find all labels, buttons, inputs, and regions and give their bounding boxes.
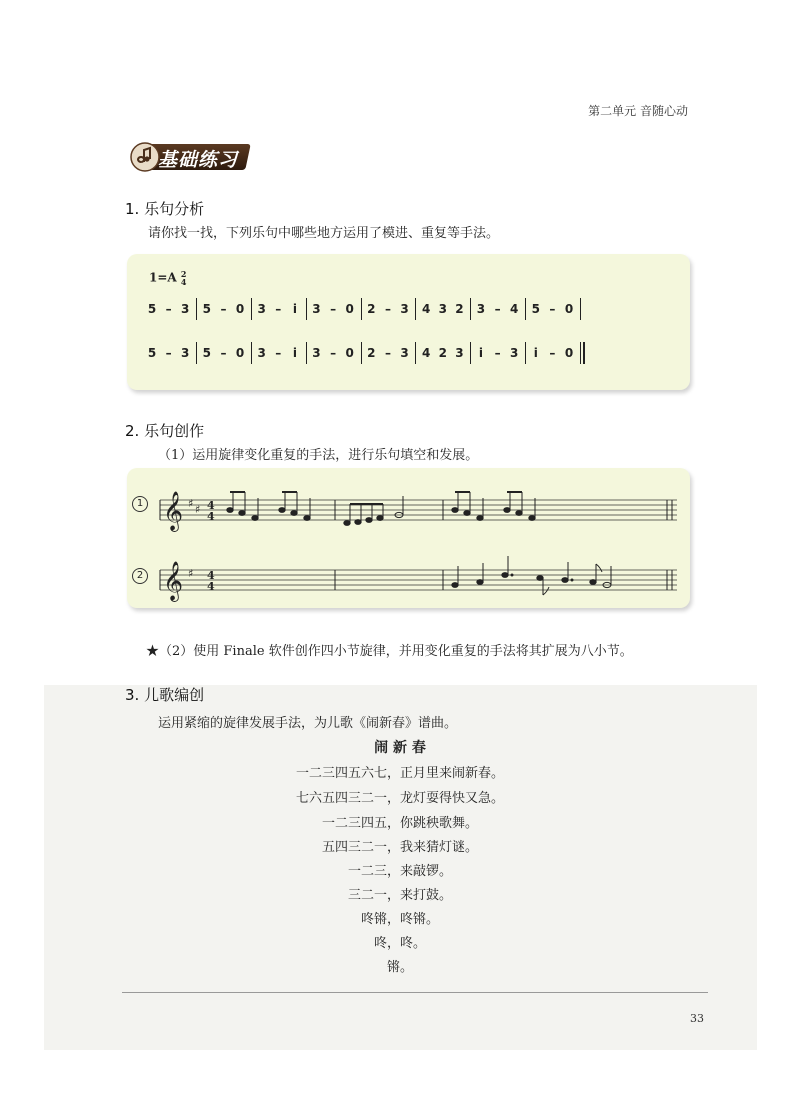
clef-signature-2 xyxy=(163,561,215,602)
notation-row-2 xyxy=(140,342,680,372)
notation-note: 2 xyxy=(367,302,376,316)
staff-label-2: 2 xyxy=(132,568,148,584)
notation-note: 3 xyxy=(181,346,190,360)
svg-text:𝄞: 𝄞 xyxy=(163,561,184,601)
staff-2-lines xyxy=(160,570,677,590)
staff-1-lines xyxy=(160,500,677,520)
bar-line xyxy=(361,298,362,320)
bar-line xyxy=(580,298,581,320)
key-signature xyxy=(149,270,186,286)
lyric-line: 七六五四三二一，龙灯耍得快又急。 xyxy=(295,791,504,806)
lyric-line: 咚锵，咚锵。 xyxy=(360,912,439,927)
notation-note: 3 xyxy=(257,302,266,316)
bar-line xyxy=(525,298,526,320)
notation-note: 0 xyxy=(564,346,574,360)
notation-note: 4 xyxy=(421,302,431,316)
notation-note: 5 xyxy=(147,302,157,316)
notation-note: – xyxy=(165,346,172,360)
notation-note: i xyxy=(292,302,297,316)
notation-note: 3 xyxy=(312,302,321,316)
notation-note: 3 xyxy=(476,302,486,316)
notes-staff-2 xyxy=(452,556,611,595)
footer-divider xyxy=(122,992,708,993)
page-number: 33 xyxy=(690,1012,704,1025)
lyric-line: 一二三四五，你跳秧歌舞。 xyxy=(321,816,478,831)
notation-note: – xyxy=(165,302,172,316)
key-label: 1=A xyxy=(149,270,177,285)
section3-title: 3. 儿歌编创 xyxy=(125,686,205,704)
notation-note: – xyxy=(330,302,337,316)
notation-note: – xyxy=(275,302,282,316)
bar-line xyxy=(583,342,585,364)
svg-text:4: 4 xyxy=(207,499,215,512)
clef-signature-1 xyxy=(163,491,215,532)
staff-label-1: 1 xyxy=(132,496,148,512)
notation-note: i xyxy=(292,346,297,360)
notation-note: 3 xyxy=(400,302,409,316)
notation-note: 3 xyxy=(438,302,447,316)
notation-note: 5 xyxy=(147,346,157,360)
notation-note: – xyxy=(220,302,227,316)
notation-note: 0 xyxy=(235,346,245,360)
notation-note: 2 xyxy=(438,346,447,360)
notation-note: 0 xyxy=(345,346,354,360)
notation-note: 0 xyxy=(345,302,354,316)
bar-line xyxy=(361,342,362,364)
lyric-line: 一二三，来敲锣。 xyxy=(347,864,452,879)
lyric-line: 锵。 xyxy=(386,960,413,975)
bar-line xyxy=(306,342,307,364)
lyric-line: 咚，咚。 xyxy=(373,936,426,951)
banner-title: 基础练习 xyxy=(158,149,239,171)
bar-line xyxy=(580,342,581,364)
unit-header: 第二单元 音随心动 xyxy=(588,104,688,118)
svg-text:♯: ♯ xyxy=(195,503,201,516)
notation-note: – xyxy=(384,346,391,360)
notation-note: 3 xyxy=(400,346,409,360)
section1-title: 1. 乐句分析 xyxy=(125,200,205,218)
notation-note: i xyxy=(533,346,538,360)
music-note-icon xyxy=(128,140,162,174)
notation-note: – xyxy=(494,302,501,316)
notation-note: 3 xyxy=(312,346,321,360)
staff-notation xyxy=(155,478,685,603)
bar-line xyxy=(196,298,197,320)
section1-description: 请你找一找，下列乐句中哪些地方运用了模进、重复等手法。 xyxy=(148,226,500,241)
lyric-line: 三二一，来打鼓。 xyxy=(347,888,452,903)
lyric-line: 五四三二一，我来猜灯谜。 xyxy=(321,840,478,855)
svg-text:4: 4 xyxy=(207,510,215,523)
bar-line xyxy=(525,342,526,364)
svg-text:♯: ♯ xyxy=(188,567,194,580)
notation-note: i xyxy=(478,346,484,360)
notation-note: – xyxy=(384,302,391,316)
notation-note: 3 xyxy=(257,346,266,360)
notation-note: 3 xyxy=(455,346,464,360)
section2-title: 2. 乐句创作 xyxy=(125,422,205,440)
bar-lines xyxy=(160,500,672,590)
section2-item2: ★（2）使用 Finale 软件创作四小节旋律，并用变化重复的手法将其扩展为八小节。 xyxy=(146,644,633,659)
notation-note: – xyxy=(330,346,337,360)
notation-row-1 xyxy=(140,298,680,328)
time-signature: 2 4 xyxy=(180,269,187,287)
notation-note: 4 xyxy=(510,302,519,316)
notation-note: – xyxy=(275,346,282,360)
notation-note: 0 xyxy=(564,302,574,316)
notation-note: 4 xyxy=(421,346,431,360)
svg-text:𝄞: 𝄞 xyxy=(163,491,184,531)
notation-note: – xyxy=(220,346,227,360)
notation-note: 2 xyxy=(455,302,464,316)
svg-text:4: 4 xyxy=(207,569,215,582)
notation-note: 0 xyxy=(235,302,245,316)
bar-line xyxy=(251,342,252,364)
notation-note: 5 xyxy=(531,302,540,316)
svg-text:4: 4 xyxy=(207,580,215,593)
section3-description: 运用紧缩的旋律发展手法，为儿歌《闹新春》谱曲。 xyxy=(158,716,458,731)
svg-text:♯: ♯ xyxy=(188,497,194,510)
bar-line xyxy=(470,298,471,320)
notation-note: – xyxy=(549,302,556,316)
section-banner xyxy=(128,140,248,174)
song-title: 闹 新 春 xyxy=(374,740,426,756)
bar-line xyxy=(470,342,471,364)
notation-note: – xyxy=(549,346,556,360)
bar-line xyxy=(415,342,416,364)
notation-note: 5 xyxy=(202,346,212,360)
notation-note: – xyxy=(494,346,501,360)
bar-line xyxy=(415,298,416,320)
section2-item1: （1）运用旋律变化重复的手法，进行乐句填空和发展。 xyxy=(158,448,479,463)
notation-note: 5 xyxy=(202,302,212,316)
lyric-line: 一二三四五六七，正月里来闹新春。 xyxy=(295,766,504,781)
bar-line xyxy=(196,342,197,364)
notation-note: 3 xyxy=(181,302,190,316)
bar-line xyxy=(306,298,307,320)
bar-line xyxy=(251,298,252,320)
notation-note: 2 xyxy=(367,346,376,360)
notation-note: 3 xyxy=(510,346,519,360)
